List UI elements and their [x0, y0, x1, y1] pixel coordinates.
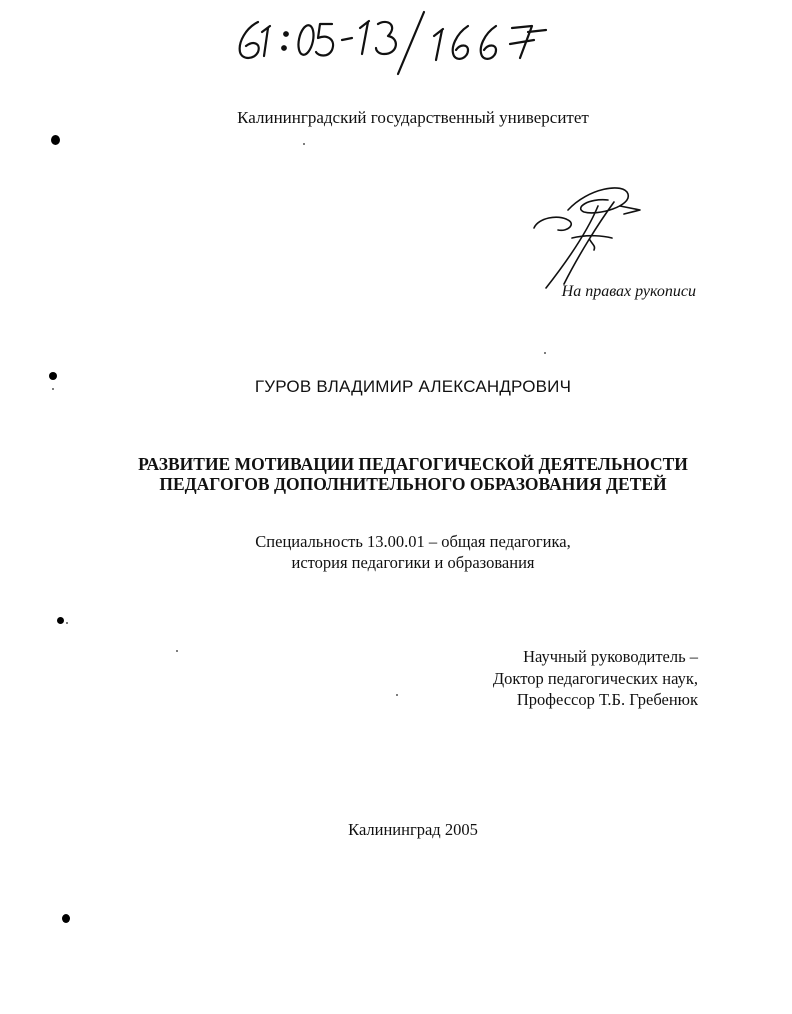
author-name: ГУРОВ ВЛАДИМИР АЛЕКСАНДРОВИЧ [254, 377, 572, 396]
scan-speck [303, 143, 305, 145]
scan-speck [396, 694, 398, 696]
handwritten-archive-number [228, 8, 568, 78]
punch-hole-mark [57, 617, 64, 624]
specialty-line-1: Специальность 13.00.01 – общая педагогика, [255, 532, 571, 551]
punch-hole-mark [62, 914, 70, 923]
supervisor-block [493, 646, 698, 711]
manuscript-rights-note: На правах рукописи [561, 283, 696, 300]
title-line-1: РАЗВИТИЕ МОТИВАЦИИ ПЕДАГОГИЧЕСКОЙ ДЕЯТЕЛЬНОСТИ [138, 454, 688, 474]
city-and-year: Калининград 2005 [348, 820, 478, 839]
university-name: Калининградский государственный университет [237, 108, 589, 127]
supervisor-line-3: Профессор Т.Б. Гребенюк [516, 690, 698, 709]
title-line-2: ПЕДАГОГОВ ДОПОЛНИТЕЛЬНОГО ОБРАЗОВАНИЯ ДЕТЕЙ [159, 474, 667, 494]
dissertation-title [0, 454, 792, 494]
scan-speck [544, 352, 546, 354]
scan-speck [52, 388, 54, 390]
handwritten-signature [528, 180, 658, 292]
handwritten-archive-number-drawing [228, 8, 568, 78]
specialty-block [0, 531, 792, 573]
punch-hole-mark [51, 135, 60, 145]
scan-speck [176, 650, 178, 652]
scan-speck [66, 622, 68, 624]
supervisor-line-2: Доктор педагогических наук, [492, 668, 698, 688]
handwritten-signature-drawing [528, 180, 658, 292]
specialty-line-2: история педагогики и образования [291, 553, 535, 572]
supervisor-line-1: Научный руководитель – [523, 647, 698, 666]
punch-hole-mark [49, 372, 57, 380]
